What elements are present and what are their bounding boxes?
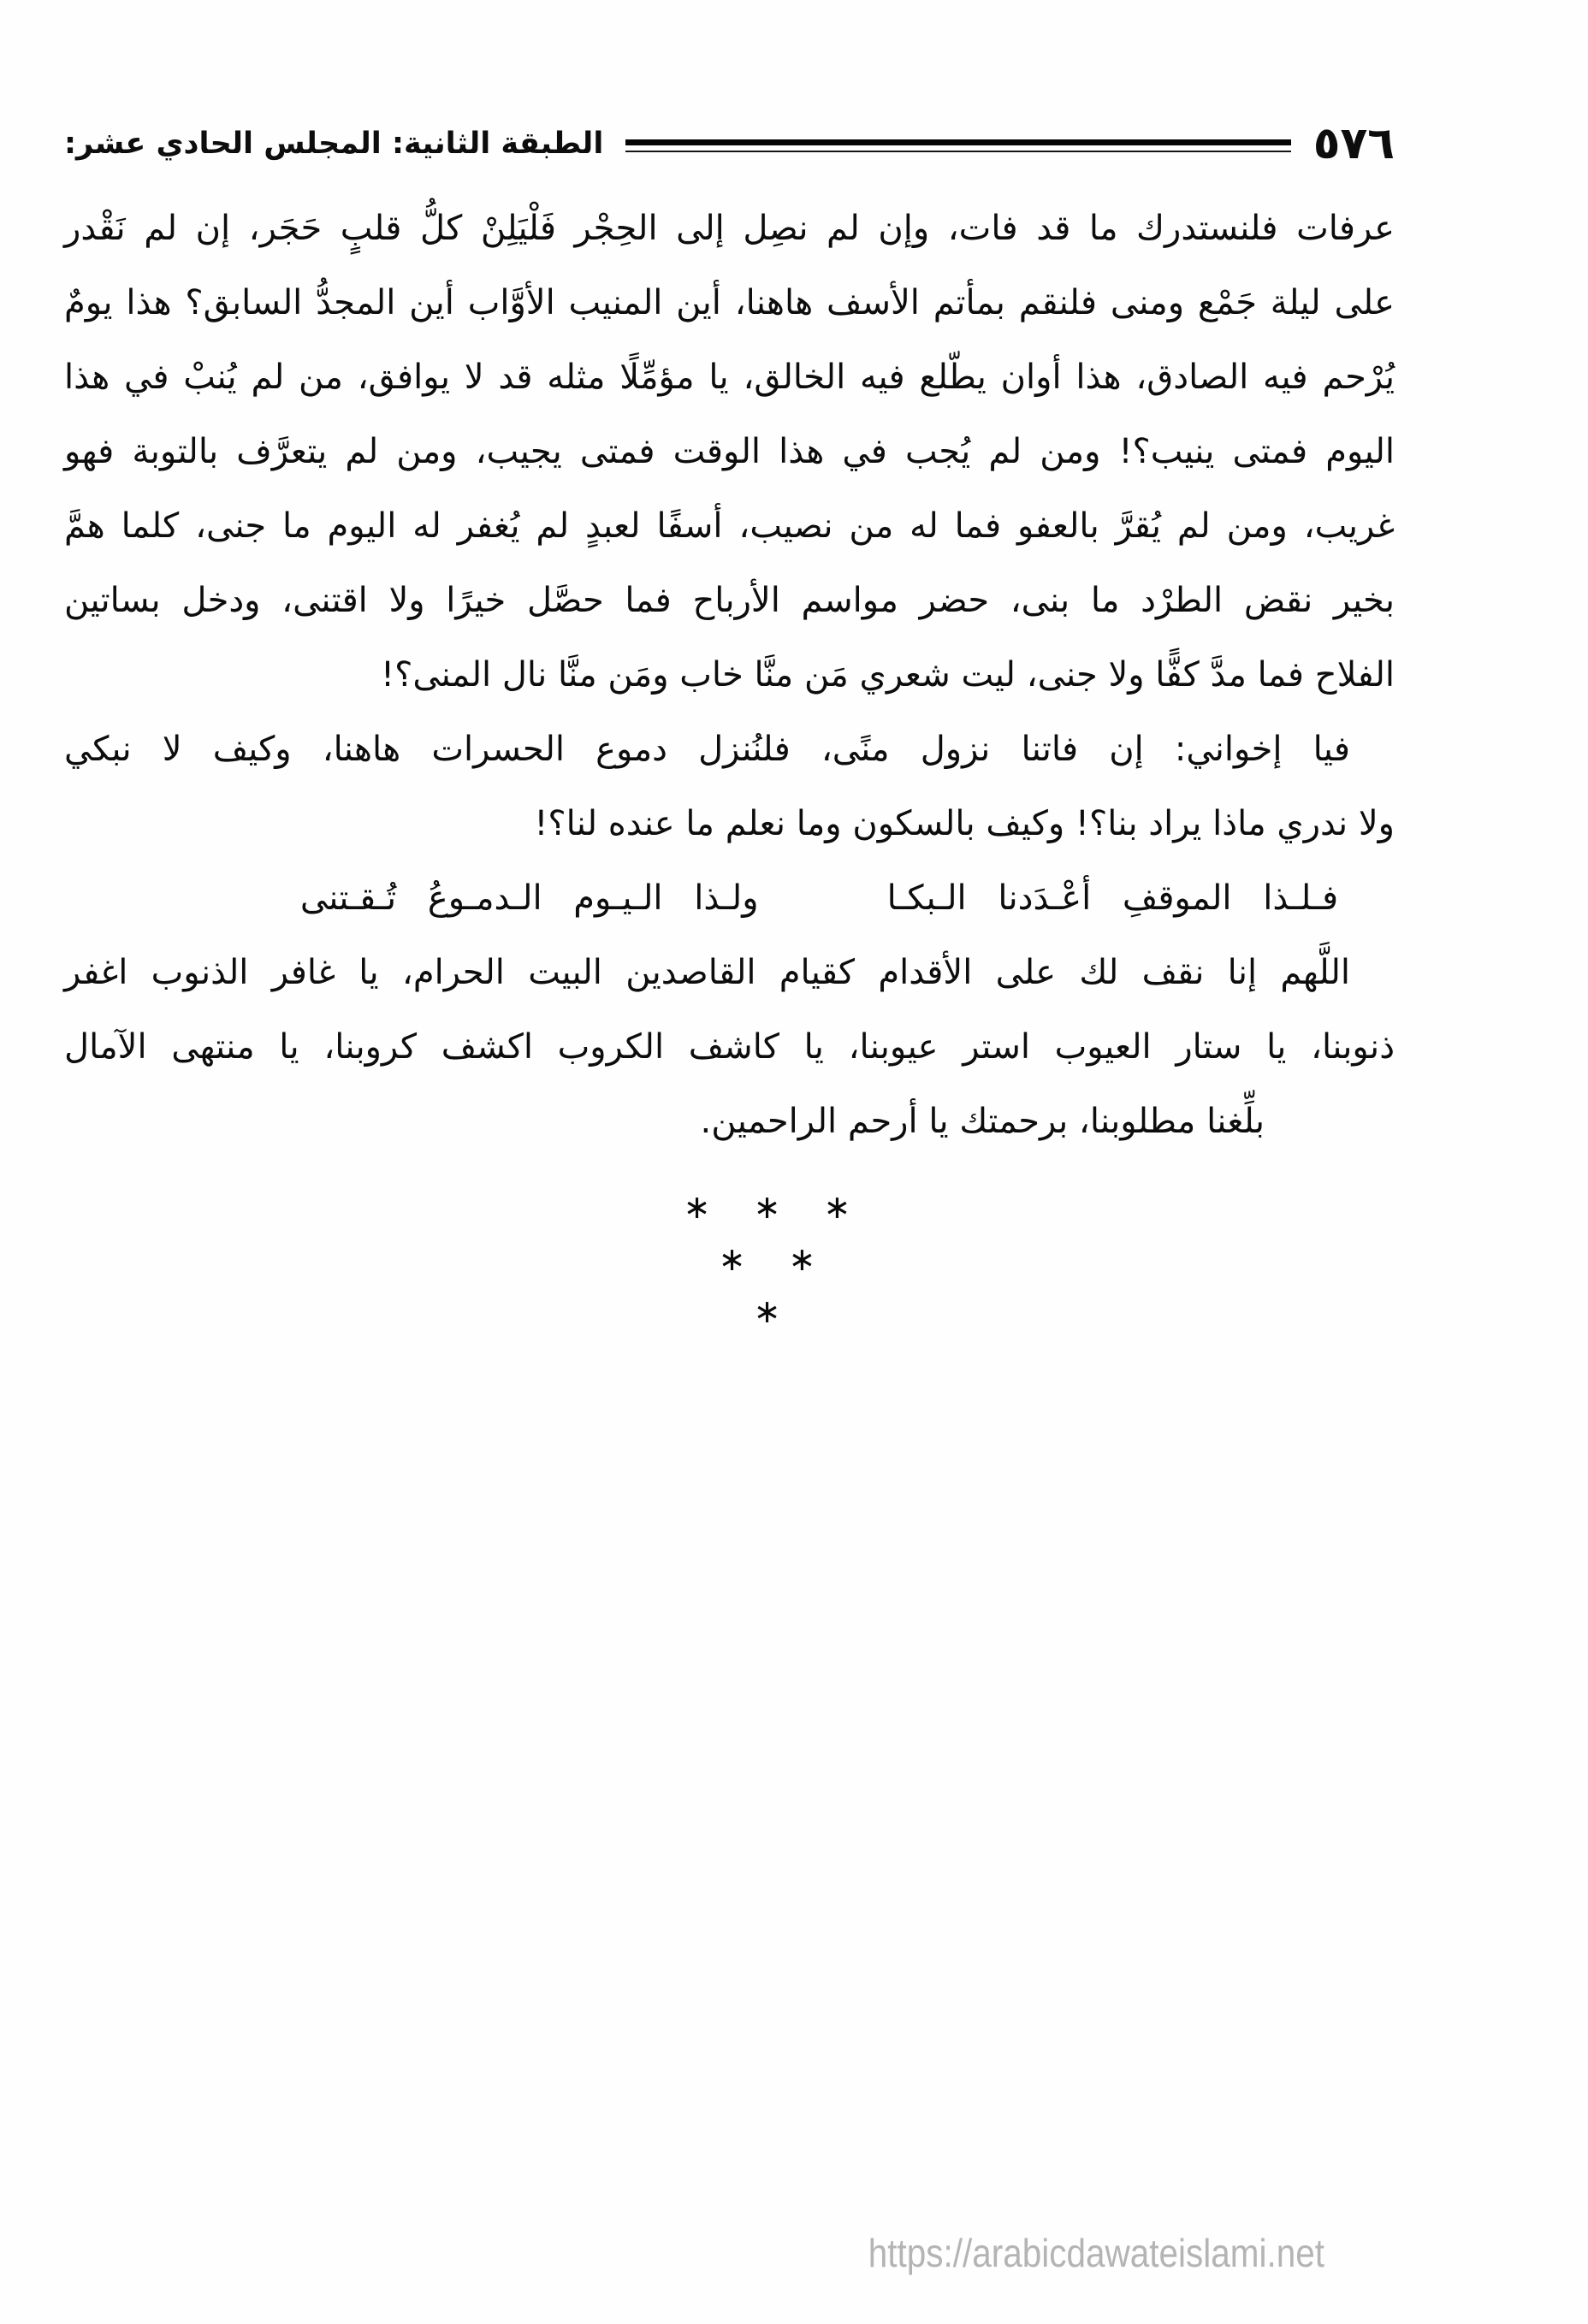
asterisk-divider [102, 1181, 1432, 1338]
body-line: يُرْحم فيه الصادق، هذا أوان يطّلع فيه الخالق، يا مؤمِّلًا مثله قد لا يوافق، من لم يُنبْ في هذا [64, 358, 1395, 397]
body-line: بخير نقض الطرْد ما بنى، حضر مواسم الأرباح فما حصَّل خيرًا ولا اقتنى، ودخل بساتين [64, 581, 1395, 620]
chapter-title: الطبقة الثانية: المجلس الحادي عشر: [64, 127, 604, 161]
body-line: بلِّغنا مطلوبنا، برحمتك يا أرحم الراحمين. [700, 1102, 1265, 1141]
poetry-right-hemistich: فـلـذا الموقفِ أعْـدَدنا الـبكـا [886, 878, 1339, 918]
body-line: غريب، ومن لم يُقرَّ بالعفو فما له من نصيب، أسفًا لعبدٍ لم يُغفر له اليوم ما جنى، كلما همَّ [64, 506, 1395, 546]
page-number: ٥٧٦ [1312, 118, 1395, 169]
body-line: اليوم فمتى ينيب؟! ومن لم يُجب في هذا الوقت فمتى يجيب، ومن لم يتعرَّف بالتوبة فهو [64, 432, 1395, 471]
asterisk-row: ∗ ∗ [718, 1240, 816, 1278]
header-rule-thick-line [625, 139, 1290, 145]
body-line: ولا ندري ماذا يراد بنا؟! وكيف بالسكون وما نعلم ما عنده لنا؟! [534, 804, 1395, 843]
header-rule [625, 136, 1290, 152]
body-line: اللَّهم إنا نقف لك على الأقدام كقيام القاصدين البيت الحرام، يا غافر الذنوب اغفر [64, 953, 1350, 992]
watermark-url: https://arabicdawateislami.net [868, 2231, 1324, 2275]
body-line: على ليلة جَمْع ومنى فلنقم بمأتم الأسف هاهنا، أين المنيب الأوَّاب أين المجدُّ السابق؟ هذا يومٌ [64, 283, 1395, 322]
asterisk-row: ∗ ∗ ∗ [683, 1188, 851, 1226]
body-line: ذنوبنا، يا ستار العيوب استر عيوبنا، يا كاشف الكروب اكشف كروبنا، يا منتهى الآمال [64, 1027, 1395, 1067]
poetry-verse [64, 861, 1395, 936]
body-line: عرفات فلنستدرك ما قد فات، وإن لم نصِل إلى الحِجْر فَلْيَلِنْ كلُّ قلبٍ حَجَر، إن لم نَقْدر [64, 209, 1395, 248]
body-line: الفلاح فما مدَّ كفًّا ولا جنى، ليت شعري مَن منَّا خاب ومَن منَّا نال المنى؟! [381, 655, 1395, 695]
asterisk-row: ∗ [753, 1292, 781, 1330]
poetry-left-hemistich: ولـذا الـيـوم الـدمـوعُ تُـقـتنى [299, 878, 759, 918]
header-rule-thin-line [625, 151, 1290, 152]
body-line: فيا إخواني: إن فاتنا نزول منًى، فلنُنزل دموع الحسرات هاهنا، وكيف لا نبكي [64, 730, 1350, 769]
page-header [64, 116, 1395, 171]
body-text [64, 192, 1395, 1338]
page-content [64, 0, 1395, 1338]
